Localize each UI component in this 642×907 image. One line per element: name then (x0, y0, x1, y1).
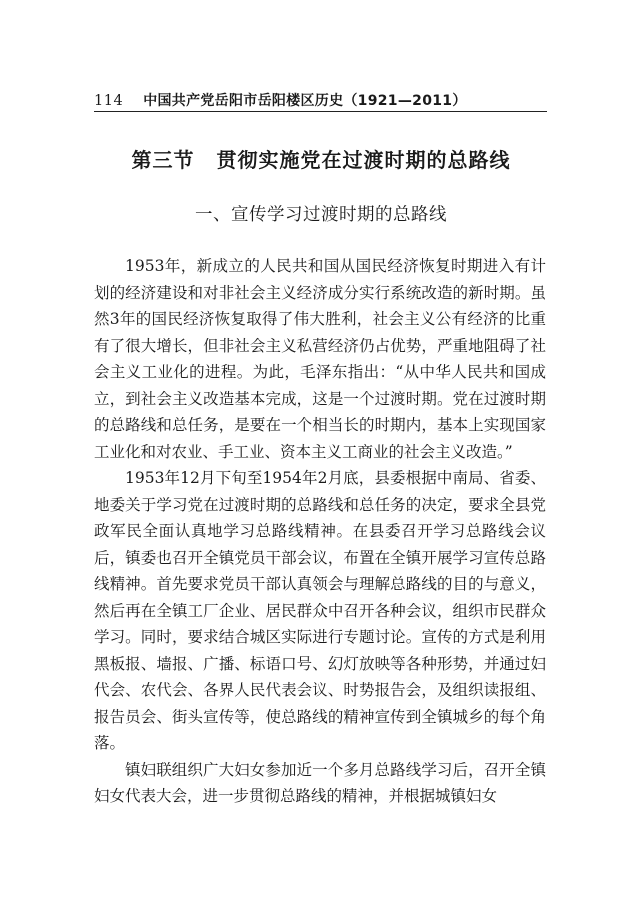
header-rule (94, 111, 547, 112)
paragraph: 1953年12月下旬至1954年2月底，县委根据中南局、省委、地委关于学习党在过渡时期的总路线和总任务的决定，要求全县党政军民全面认真地学习总路线精神。在县委召开学习总路线会议后，镇委也召开全镇党员干部会议，布置在全镇开展学习宣传总路线精神。首先要求党员干部认真领会与理解总路线的目的与意义，然后再在全镇工厂企业、居民群众中召开各种会议，组织市民群众学习。同时，要求结合城区实际进行专题讨论。宣传的方式是利用黑板报、墙报、广播、标语口号、幻灯放映等各种形势，并通过妇代会、农代会、各界人民代表会议、时势报告会，及组织读报组、报告员会、街头宣传等，使总路线的精神宣传到全镇城乡的每个角落。 (94, 469, 546, 752)
subsection-heading: 一、宣传学习过渡时期的总路线 (195, 205, 447, 225)
page-number: 114 (94, 93, 124, 109)
paragraph: 镇妇联组织广大妇女参加近一个多月总路线学习后，召开全镇妇女代表大会，进一步贯彻总路线的精神，并根据城镇妇女 (94, 760, 546, 805)
body-text (94, 253, 546, 810)
section-title: 贯彻实施党在过渡时期的总路线 (216, 148, 511, 172)
section-number: 第三节 (131, 148, 195, 172)
paragraph: 1953年，新成立的人民共和国从国民经济恢复时期进入有计划的经济建设和对非社会主义经济成分实行系统改造的新时期。虽然3年的国民经济恢复取得了伟大胜利，社会主义公有经济的比重有了很大增长，但非社会主义私营经济仍占优势，严重地阻碍了社会主义工业化的进程。为此，毛泽东指出：“从中华人民共和国成立，到社会主义改造基本完成，这是一个过渡时期。党在过渡时期的总路线和总任务，是要在一个相当长的时期内，基本上实现国家工业化和对农业、手工业、资本主义工商业的社会主义改造。” (94, 257, 546, 461)
book-title: 中国共产党岳阳市岳阳楼区历史（1921—2011） (143, 93, 467, 109)
section-heading (0, 145, 642, 175)
running-header (94, 86, 546, 110)
